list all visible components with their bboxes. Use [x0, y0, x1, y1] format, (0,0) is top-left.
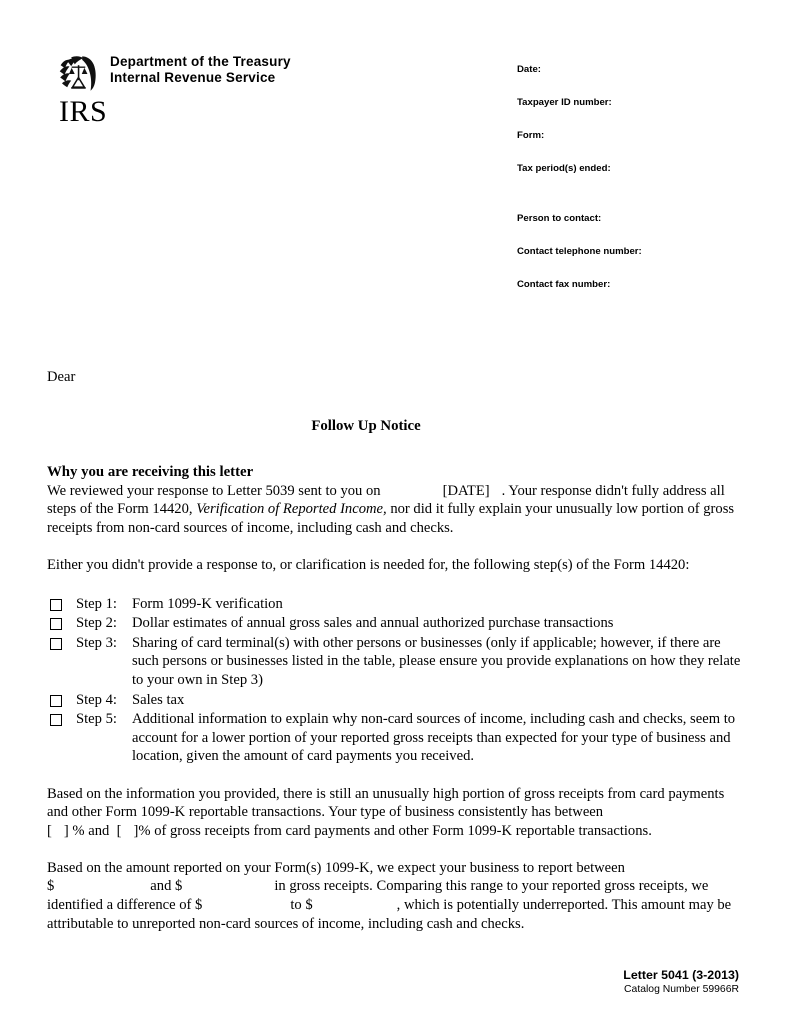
percent-bracket-close-2: ] [133, 822, 139, 839]
amount-connector1: and [150, 878, 172, 895]
amount-dollar-3: $ [195, 896, 203, 913]
agency-line-irs: Internal Revenue Service [110, 69, 276, 85]
checkbox-step-5[interactable] [50, 714, 62, 726]
step-label-3: Step 3: [76, 634, 117, 651]
percent-bracket-open-2: [ [116, 822, 122, 839]
field-date: Date: [517, 64, 541, 75]
step-text-2: Dollar estimates of annual gross sales and annual authorized purchase transactions [132, 615, 614, 632]
step-item-4[interactable] [47, 691, 745, 710]
intro-part3: nor did it fully explain your unusually low portion of gross receipts from non-card sources of income, including cash and checks. [47, 501, 735, 536]
section-heading-why-receiving: Why you are receiving this letter [47, 464, 254, 481]
letter-number: Letter 5041 (3-2013) [623, 968, 739, 982]
steps-intro-paragraph: Either you didn't provide a response to, or clarification is needed for, the following step(s) of the Form 14420: [47, 557, 690, 574]
catalog-number: Catalog Number 59966R [624, 984, 739, 995]
agency-line-treasury: Department of the Treasury [110, 54, 291, 69]
step-label-5: Step 5: [76, 711, 117, 728]
letterhead-header [0, 0, 791, 320]
amount-range-paragraph [47, 859, 745, 933]
amount-dollar-1: $ [47, 878, 55, 895]
page-footer [623, 968, 739, 996]
page-title: Follow Up Notice [311, 417, 421, 434]
step-label-2: Step 2: [76, 615, 117, 632]
field-person-to-contact: Person to contact: [517, 213, 602, 224]
step-item-1[interactable] [47, 595, 745, 614]
percent-bracket-open-1: [ [47, 822, 52, 839]
agency-name-block [110, 54, 291, 85]
step-text-3: Sharing of card terminal(s) with other persons or businesses (only if applicable; however, if there are such persons or businesses listed in the table, please ensure you provide explanations on how they relate to your own in Step 3) [132, 634, 741, 689]
date-placeholder: [DATE] [442, 482, 490, 499]
field-contact-telephone-number: Contact telephone number: [517, 246, 642, 257]
irs-eagle-scales-seal-icon [58, 52, 102, 96]
salutation: Dear [47, 369, 76, 385]
step-label-1: Step 1: [76, 595, 117, 612]
steps-checklist [47, 595, 745, 766]
step-text-5: Additional information to explain why non-card sources of income, including cash and checks, seem to account for a lower portion of your reported gross receipts than expected for your type of business and location, given the amount of card payments you received. [132, 711, 736, 765]
logo-row [58, 52, 291, 96]
amount-part2: in gross receipts. Comparing this range to your reported gross receipts, we identified a difference of [47, 878, 709, 913]
irs-wordmark: IRS [59, 95, 108, 128]
amount-part3: , which is potentially underreported. This amount may be attributable to unreported non-card sources of income, including cash and checks. [47, 896, 732, 932]
percent-connector: and [88, 822, 110, 839]
checkbox-step-1[interactable] [50, 599, 62, 611]
intro-paragraph [47, 482, 745, 538]
percent-part1: Based on the information you provided, there is still an unusually high portion of gross receipts from card payments and other Form 1099-K reportable transactions. Your type of business consistently has between [47, 785, 725, 821]
amount-connector2: to [290, 896, 302, 913]
irs-letterhead-logo [58, 52, 291, 127]
step-item-5[interactable] [47, 710, 745, 766]
checkbox-step-4[interactable] [50, 695, 62, 707]
step-label-4: Step 4: [76, 691, 117, 708]
percent-part2: of gross receipts from card payments and other Form 1099-K reportable transactions. [154, 822, 652, 839]
letter-body [47, 368, 745, 933]
step-text-1: Form 1099-K verification [132, 595, 283, 612]
header-fields-block [517, 64, 642, 290]
amount-dollar-2: $ [175, 878, 183, 895]
field-form: Form: [517, 130, 545, 141]
step-item-3[interactable] [47, 634, 745, 690]
field-taxpayer-id-number: Taxpayer ID number: [517, 97, 612, 108]
field-tax-periods-ended: Tax period(s) ended: [517, 163, 611, 174]
step-text-4: Sales tax [132, 691, 185, 708]
percent-sign-1: % [72, 822, 85, 839]
percent-range-paragraph [47, 785, 745, 841]
field-contact-fax-number: Contact fax number: [517, 279, 611, 290]
amount-part1: Based on the amount reported on your Form(s) 1099-K, we expect your business to report between [47, 859, 625, 876]
percent-sign-2: % [138, 822, 151, 839]
checkbox-step-2[interactable] [50, 618, 62, 630]
step-item-2[interactable] [47, 614, 745, 633]
percent-bracket-close-1: ] [63, 822, 69, 839]
intro-part2: . Your response didn't fully address all steps of the Form 14420, [47, 482, 725, 518]
amount-dollar-4: $ [305, 896, 313, 913]
form-14420-title-italic: Verification of Reported Income, [196, 501, 387, 518]
intro-part1: We reviewed your response to Letter 5039 sent to you on [47, 482, 381, 499]
checkbox-step-3[interactable] [50, 638, 62, 650]
